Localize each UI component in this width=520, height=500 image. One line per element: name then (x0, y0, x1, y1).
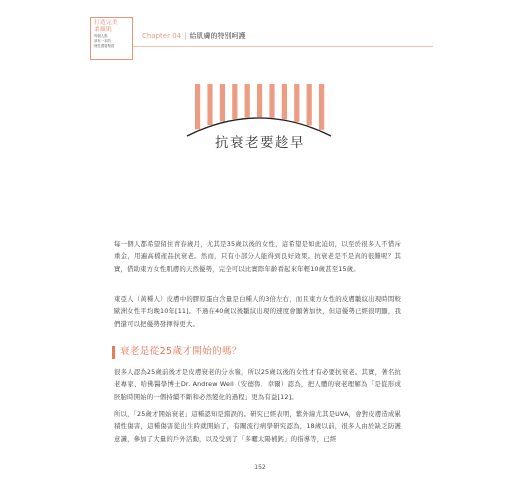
book-subtitle-line-1: 每個人都 (94, 34, 108, 39)
chapter-label: Chapter 04 (142, 32, 182, 40)
book-subtitle-line-2: 該有一本的 (94, 39, 111, 44)
paragraph-1: 每一個人都希望留住青春歲月，尤其是35歲以後的女性，這希望是如此迫切，以至於很多人不惜斥重金，用遍高檔產品抗衰老。然而，只有小部分人能得到良好效果。抗衰老是不是真的很難呢？其實，借助東方女性肌膚的天然優勢，完全可以比實際年齡看起來年輕10歲甚至15歲。 (114, 240, 401, 273)
decoration-stripe (245, 84, 250, 118)
decoration-stripe (319, 84, 324, 130)
decoration-stripe (307, 84, 312, 125)
book-subtitle-line-3: 理性護膚聖經 (94, 44, 115, 49)
book-title-line-2: 柔顏肌 (94, 26, 112, 33)
section-title: 衰老是從25歲才開始的嗎？ (120, 346, 242, 357)
decoration-stripe (207, 84, 212, 125)
decoration-stripe (294, 84, 299, 122)
page-number: 152 (254, 464, 266, 471)
decoration-stripe (220, 84, 225, 122)
decoration-stripe (257, 84, 262, 117)
stripe-decoration (0, 0, 520, 140)
paragraph-3: 很多人認為25歲前後才是皮膚衰老的分水嶺，所以25歲以後的女性才有必要抗衰老。其實，著名抗老專家、哈佛醫學博士Dr. Andrew Weil（安德魯．韋爾）認為，把人體的衰老理解為「是從形成胚胎時開始的一個持續不斷和必然變化的過程」更為有益[12]。 (114, 368, 401, 401)
section-marker (112, 346, 115, 359)
chapter-separator: | (184, 32, 187, 40)
paragraph-4: 所以，「25歲才開始衰老」這種認知是錯誤的。研究已經表明，紫外線尤其是UVA，會對皮膚造成累積性傷害，這種傷害從出生時就開始了，有關流行病學研究認為，18歲以前，很多人由於缺乏防護意識，參加了大量的戶外活動，以及受到了「多曬太陽補鈣」的指導等，已經 (114, 410, 401, 443)
chapter-title: 給肌膚的特別呵護 (189, 32, 246, 40)
decoration-stripe (269, 84, 274, 118)
paragraph-2: 東亞人（黃種人）皮膚中的膠原蛋白含量是白種人的3倍左右，而且東方女性的皮膚皺紋出現時間較歐洲女性平均晚10年[11]。不過在40歲以後皺紋出現的速度會顯著加快，但這優勢已經很明顯，我們還可以把優勢發揮得更大。 (114, 295, 401, 328)
decoration-title: 抗衰老要趁早 (215, 135, 305, 151)
stripe-group (195, 84, 324, 130)
decoration-stripe (232, 84, 237, 119)
book-title-line-1: 打造完美 (94, 20, 118, 26)
decoration-stripe (282, 84, 287, 119)
decoration-stripe (195, 84, 200, 129)
